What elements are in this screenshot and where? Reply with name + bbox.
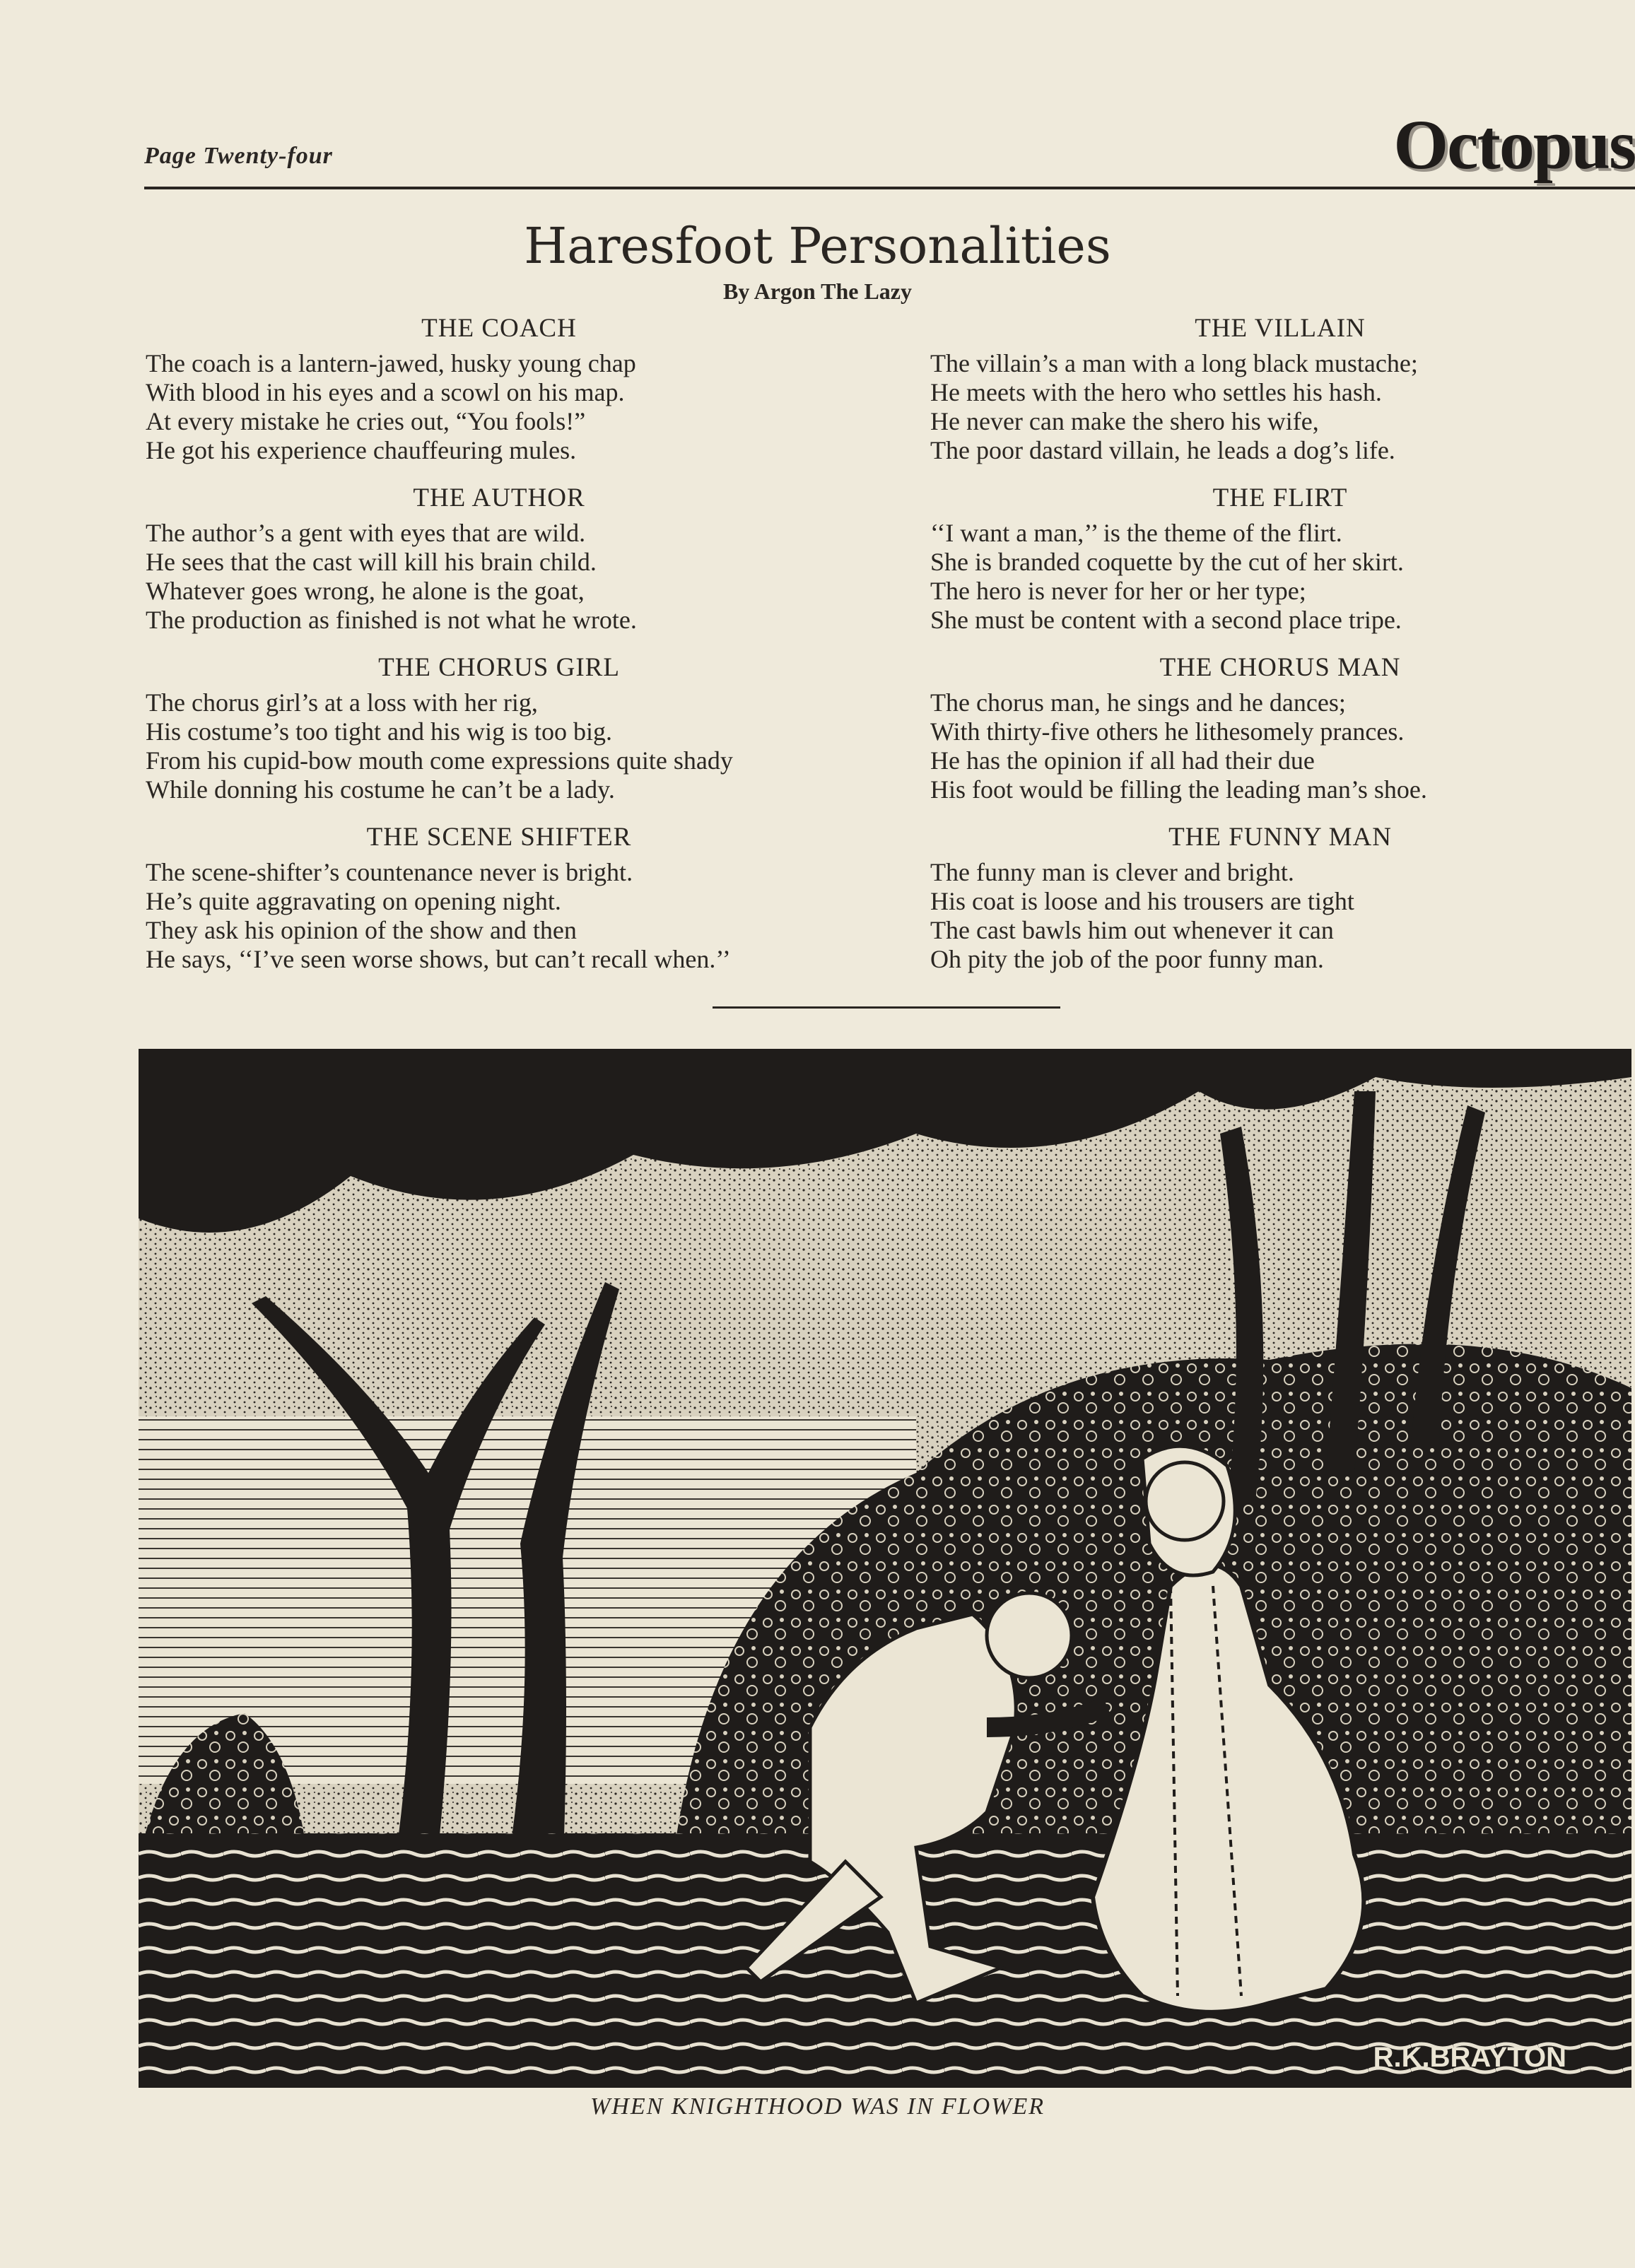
header-rule [144, 187, 1635, 189]
stanza-line: The production as finished is not what he wrote. [146, 606, 637, 634]
stanza-line: With blood in his eyes and a scowl on his map. [146, 378, 625, 406]
stanza-line: The scene-shifter’s countenance never is bright. [146, 858, 633, 886]
stanza-title: THE CHORUS GIRL [378, 653, 620, 682]
stanza-line: He meets with the hero who settles his hash. [930, 378, 1382, 406]
article-byline: By Argon The Lazy [723, 278, 912, 304]
stanza-line: She is branded coquette by the cut of her skirt. [930, 548, 1404, 576]
stanza-line: The villain’s a man with a long black mustache; [930, 349, 1418, 377]
stanza-chorus-man [930, 650, 1630, 804]
stanza-coach [146, 311, 867, 465]
artist-signature: R.K.BRAYTON [1373, 2042, 1566, 2073]
stanza-villain [930, 311, 1630, 465]
stanza-title: THE SCENE SHIFTER [366, 823, 632, 852]
poem-column-right [930, 311, 1630, 989]
stanza-line: From his cupid-bow mouth come expressions quite shady [146, 746, 733, 775]
stanza-line: She must be content with a second place tripe. [930, 606, 1402, 634]
stanza-funny-man [930, 820, 1630, 974]
stanza-line: His foot would be filling the leading man’s shoe. [930, 775, 1427, 804]
stanza-line: He sees that the cast will kill his brain child. [146, 548, 597, 576]
poem-column-left [146, 311, 867, 989]
stanza-line: The author’s a gent with eyes that are wild. [146, 519, 586, 547]
stanza-author [146, 481, 867, 635]
stanza-line: His coat is loose and his trousers are tight [930, 887, 1354, 915]
section-divider [713, 1006, 1060, 1009]
stanza-line: The chorus girl’s at a loss with her rig, [146, 688, 538, 717]
stanza-title: THE CHORUS MAN [1159, 653, 1401, 682]
masthead-logo: Octopus [1393, 105, 1635, 184]
stanza-line: While donning his costume he can’t be a lady. [146, 775, 615, 804]
stanza-line: The poor dastard villain, he leads a dog’s life. [930, 436, 1395, 464]
illustration-knight-and-lady [139, 1049, 1631, 2088]
stanza-title: THE FUNNY MAN [1168, 823, 1392, 852]
stanza-line: He says, ‘‘I’ve seen worse shows, but can’t recall when.’’ [146, 945, 731, 973]
stanza-title: THE VILLAIN [1195, 314, 1366, 343]
stanza-flirt [930, 481, 1630, 635]
stanza-line: The chorus man, he sings and he dances; [930, 688, 1346, 717]
stanza-scene-shifter [146, 820, 867, 974]
stanza-line: With thirty-five others he lithesomely prances. [930, 717, 1405, 746]
stanza-line: At every mistake he cries out, “You fools!” [146, 407, 586, 435]
stanza-line: He never can make the shero his wife, [930, 407, 1319, 435]
stanza-line: The coach is a lantern-jawed, husky young chap [146, 349, 636, 377]
stanza-line: Oh pity the job of the poor funny man. [930, 945, 1324, 973]
stanza-line: He got his experience chauffeuring mules. [146, 436, 577, 464]
stanza-title: THE AUTHOR [413, 483, 585, 512]
article-title: Haresfoot Personalities [524, 217, 1111, 275]
stanza-line: They ask his opinion of the show and then [146, 916, 577, 944]
stanza-line: ‘‘I want a man,’’ is the theme of the flirt. [930, 519, 1342, 547]
stanza-line: The funny man is clever and bright. [930, 858, 1294, 886]
stanza-line: He has the opinion if all had their due [930, 746, 1315, 775]
illustration-caption: WHEN KNIGHTHOOD WAS IN FLOWER [590, 2093, 1045, 2120]
stanza-title: THE FLIRT [1212, 483, 1348, 512]
illustration-svg [139, 1049, 1631, 2088]
stanza-title: THE COACH [421, 314, 577, 343]
stanza-line: He’s quite aggravating on opening night. [146, 887, 561, 915]
stanza-line: His costume’s too tight and his wig is too big. [146, 717, 613, 746]
stanza-line: Whatever goes wrong, he alone is the goat, [146, 577, 585, 605]
page-label: Page Twenty-four [144, 143, 333, 169]
stanza-chorus-girl [146, 650, 867, 804]
stanza-line: The hero is never for her or her type; [930, 577, 1306, 605]
stanza-line: The cast bawls him out whenever it can [930, 916, 1334, 944]
